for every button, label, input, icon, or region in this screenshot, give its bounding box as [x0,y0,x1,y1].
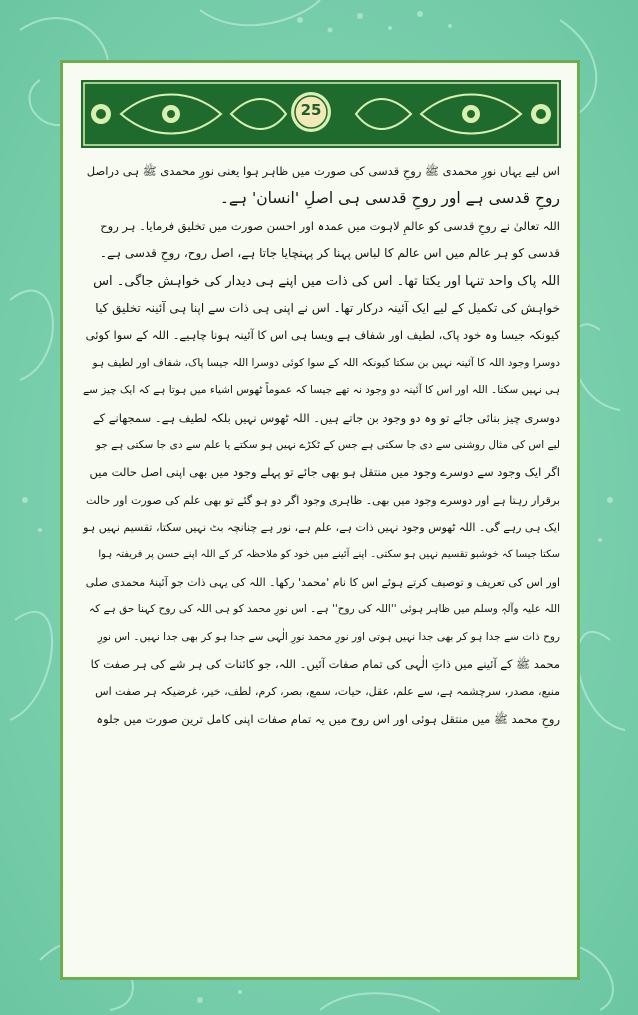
text-line: ہی نہیں سکتا۔ اللہ اور اس کا آئینہ دو وجود نہ تھے جیسا کہ عموماً ٹھوس اشیاء میں ہوتا ہے کہ ایک چیز سے [82,384,560,397]
body-text [82,158,560,970]
text-line: سکتا جیسا کہ خوشبو تقسیم نہیں ہو سکتی۔ اپنے آئینے میں خود کو ملاحظہ کر کے اللہ اپنے حسن پر فریفتہ ہوا [98,549,560,561]
text-line: روحِ محمد ﷺ میں منتقل ہوئی اور اس روح میں یہ تمام صفات اپنی کامل ترین صورت میں جلوہ [96,711,560,726]
text-line: روحِ قدسی ہے اور روحِ قدسی ہی اصلِ 'انسان' ہے۔ [219,189,560,208]
text-line: محمد ﷺ کے آئینے میں ذاتِ الٰہی کی تمام صفات آئیں۔ اللہ، جو کائنات کی ہر شے کی ہر صفت کا [90,657,560,672]
text-line: اللہ تعالیٰ نے روحِ قدسی کو عالمِ لاہوت میں عمدہ اور احسن صورت میں تخلیق فرمایا۔ ہر روح [100,218,560,233]
text-line: دوسرا وجود اللہ کا آئینہ نہیں بن سکتا کیونکہ اللہ کے سوا کوئی دوسرا اللہ جیسا پاک، شفاف اور لطیف ہو [92,356,560,369]
text-line: ایک ہی رہے گی۔ اللہ ٹھوس وجود نہیں ذات ہے، علم ہے، نور ہے چنانچہ بٹ نہیں سکتا، تقسیم نہیں ہو [83,521,560,535]
page-number: 25 [300,101,322,119]
text-line: اللہ علیہ وآلہٖ وسلم میں ظاہر ہوئی ''اللہ کی روح'' ہے۔ اس نورِ محمد کو ہی اللہ کی روح کہنا حق ہے کہ [89,603,560,616]
text-line: قدسی کو ہر عالم میں اس عالم کا لباس پہنا کر پہنچایا جاتا ہے، اصل روح، روحِ قدسی ہے۔ [99,246,560,261]
text-line: اور اس کی تعریف و توصیف کرتے ہوئے اس کا نام 'محمد' رکھا۔ اللہ کی یہی ذات جو آئینۂ محمدی صلی [85,575,560,589]
text-line: برقرار رہتا ہے اور دوسرے وجود میں بھی۔ ظاہری وجود اگر دو ہو گئے تو بھی علم کی صورت اور حالت [86,493,560,507]
text-line: خواہش کی تکمیل کے لیے ایک آئینہ درکار تھا۔ اس نے اپنی ہی ذات سے اپنا ہی آئینہ تخلیق کیا [95,300,560,315]
text-line: لیے اس کی مثال روشنی سے دی جا سکتی ہے جس کے ٹکڑے نہیں ہو سکتے یا علم سے دی جا سکتی ہے جو [95,438,560,451]
text-line: اگر ایک وجود سے دوسرے وجود میں منتقل ہو بھی جائے تو پہلے وجود میں بھی اپنی اصل حالت میں [89,465,560,480]
text-line: اللہ پاک واحد تنہا اور یکتا تھا۔ اس کی ذات میں اپنے ہی دیدار کی خواہش جاگی۔ اس [93,273,560,289]
text-line: کیونکہ جیسا وہ خود پاک، لطیف اور شفاف ہے ویسا ہی اس کا آئینہ ہونا چاہیے۔ اللہ کے سوا کوئی [85,328,560,343]
text-line: دوسری چیز بنائی جائے تو وہ دو وجود بن جاتے ہیں۔ اللہ ٹھوس نہیں بلکہ لطیف ہے۔ سمجھانے کے [92,410,560,425]
text-line: روح ذات سے جدا ہو کر بھی جدا نہیں ہوتی اور نورِ محمد نورِ الٰہی سے جدا ہو کر بھی جدا نہیں۔ اس نورِ [97,630,560,643]
text-line: منبع، مصدر، سرچشمہ ہے، سے علم، عقل، حیات، سمع، بصر، کرم، لطف، خیر، غرضیکہ ہر صفت اس [95,685,560,699]
text-line: اس لیے یہاں نورِ محمدی ﷺ روحِ قدسی کی صورت میں ظاہر ہوا یعنی نورِ محمدی ﷺ ہی دراصل [86,164,560,178]
